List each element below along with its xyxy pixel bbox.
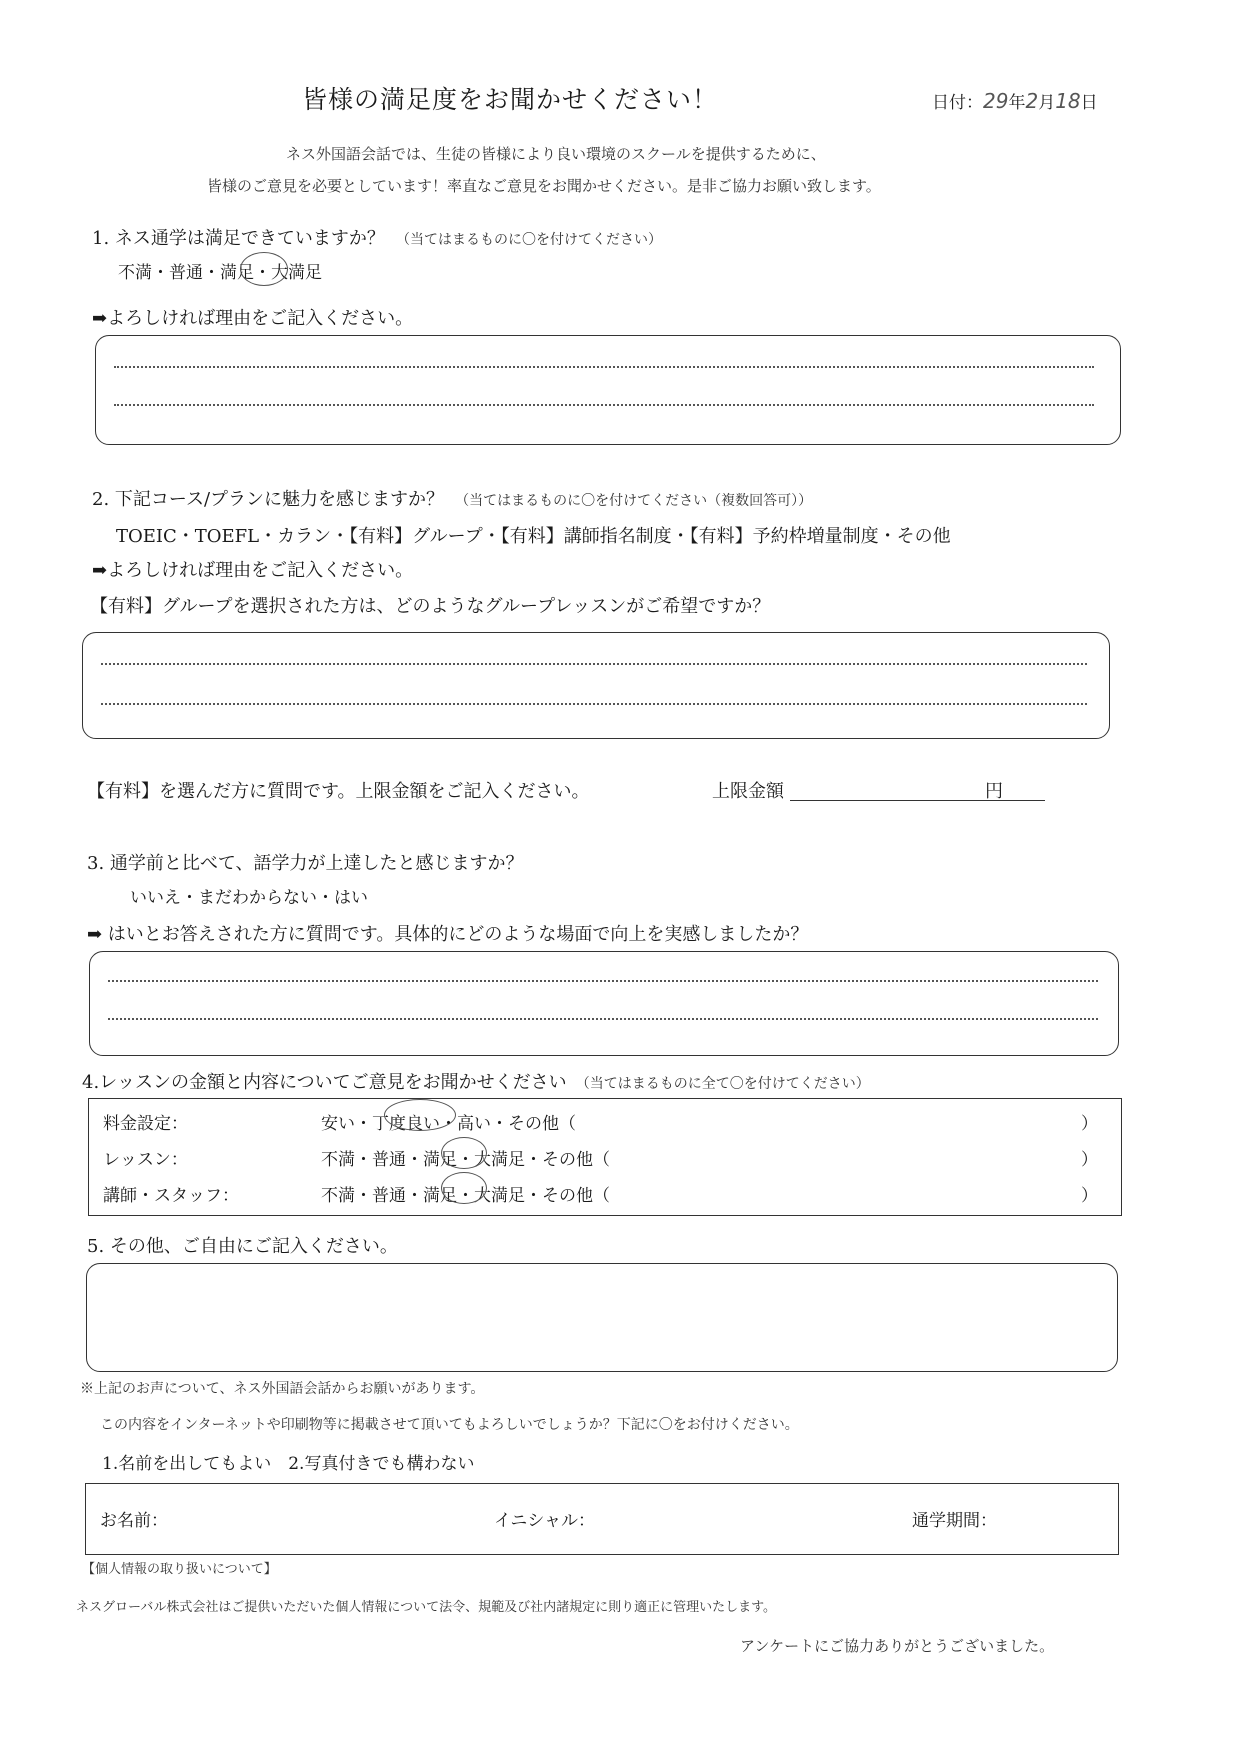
consent-line-2: この内容をインターネットや印刷物等に掲載させて頂いてもよろしいでしょうか？下記に〇をお付けください。 bbox=[100, 1417, 799, 1433]
q3-answer-line-1 bbox=[108, 980, 1098, 982]
q1-reason-line-1 bbox=[114, 366, 1094, 368]
q3-answer-line-2 bbox=[108, 1018, 1098, 1020]
thanks-text: アンケートにご協力ありがとうございました。 bbox=[740, 1637, 1055, 1655]
q2-group-line-1 bbox=[101, 663, 1087, 665]
date-month-handwritten: 2 bbox=[1025, 89, 1039, 113]
q4-row-lesson-close: ） bbox=[1081, 1150, 1098, 1170]
q1-reason-prompt: ➡よろしければ理由をご記入ください。 bbox=[92, 308, 414, 329]
date-field bbox=[932, 88, 1098, 113]
q4-row-price-label: 料金設定： bbox=[103, 1114, 188, 1134]
q3-options[interactable]: いいえ・まだわからない・はい bbox=[130, 888, 368, 908]
q2-title: 2. 下記コース/プランに魅力を感じますか？ bbox=[92, 489, 445, 510]
q1-selected-circle bbox=[240, 252, 288, 286]
date-year-handwritten: 29 bbox=[983, 89, 1009, 113]
q5-title: 5. その他、ご自由にご記入ください。 bbox=[87, 1236, 398, 1257]
q4-row-staff-label: 講師・スタッフ： bbox=[103, 1186, 239, 1206]
q4-row-staff-options[interactable]: 不満・普通・満足・大満足・その他（ bbox=[321, 1186, 610, 1206]
q2-yen-label: 円 bbox=[985, 781, 1003, 802]
q2-note: （当てはまるものに〇を付けてください（複数回答可）） bbox=[455, 493, 813, 509]
date-month-suffix: 月 bbox=[1038, 93, 1056, 113]
date-day-suffix: 日 bbox=[1080, 93, 1098, 113]
q1-note: （当てはまるものに〇を付けてください） bbox=[396, 232, 662, 248]
q5-free-box[interactable] bbox=[86, 1263, 1118, 1372]
q2-group-prompt: 【有料】グループを選択された方は、どのようなグループレッスンがご希望ですか？ bbox=[90, 596, 771, 617]
period-field-label[interactable]: 通学期間： bbox=[912, 1511, 997, 1531]
q1-options[interactable]: 不満・普通・満足・大満足 bbox=[118, 263, 322, 283]
info-box bbox=[85, 1483, 1119, 1555]
q4-row-lesson-label: レッスン： bbox=[103, 1150, 188, 1170]
privacy-text: ネスグローバル株式会社はご提供いただいた個人情報について法令、規範及び社内諸規定に則り適正に管理いたします。 bbox=[76, 1600, 777, 1615]
q4-staff-selected-circle bbox=[441, 1172, 487, 1204]
q1-reason-line-2 bbox=[114, 404, 1094, 406]
initial-field-label[interactable]: イニシャル： bbox=[494, 1511, 595, 1531]
q3-followup: ➡ はいとお答えされた方に質問です。具体的にどのような場面で向上を実感しましたか？ bbox=[87, 924, 809, 945]
q4-row-lesson-options[interactable]: 不満・普通・満足・大満足・その他（ bbox=[321, 1150, 610, 1170]
q4-table bbox=[88, 1098, 1122, 1216]
q4-price-selected-circle bbox=[384, 1099, 456, 1131]
q4-row-staff-close: ） bbox=[1081, 1186, 1098, 1206]
privacy-heading: 【個人情報の取り扱いについて】 bbox=[82, 1562, 277, 1577]
q3-answer-box[interactable] bbox=[89, 951, 1119, 1056]
q3-title: 3. 通学前と比べて、語学力が上達したと感じますか？ bbox=[87, 853, 524, 874]
q2-limit-label: 上限金額 bbox=[712, 781, 784, 802]
q2-paid-prompt: 【有料】を選んだ方に質問です。上限金額をご記入ください。 bbox=[87, 781, 590, 802]
consent-options[interactable]: 1.名前を出してもよい 2.写真付きでも構わない bbox=[102, 1454, 475, 1474]
q1-title: 1. ネス通学は満足できていますか？ bbox=[92, 228, 385, 249]
date-label: 日付： bbox=[932, 93, 983, 113]
q2-reason-prompt: ➡よろしければ理由をご記入ください。 bbox=[92, 560, 414, 581]
q4-question bbox=[82, 1068, 870, 1094]
q4-title: 4.レッスンの金額と内容についてご意見をお聞かせください bbox=[82, 1072, 567, 1093]
q2-question bbox=[92, 485, 812, 511]
q2-group-line-2 bbox=[101, 703, 1087, 705]
q1-question bbox=[92, 224, 662, 250]
q2-group-box[interactable] bbox=[82, 632, 1110, 739]
date-year-suffix: 年 bbox=[1008, 93, 1026, 113]
name-field-label[interactable]: お名前： bbox=[100, 1511, 168, 1531]
q4-lesson-selected-circle bbox=[441, 1137, 487, 1169]
q2-limit-input[interactable] bbox=[790, 800, 1045, 801]
consent-line-1: ※上記のお声について、ネス外国語会話からお願いがあります。 bbox=[80, 1381, 485, 1397]
intro-line-2: 皆様のご意見を必要としています！率直なご意見をお聞かせください。是非ご協力お願い致します。 bbox=[207, 177, 881, 195]
q2-options[interactable]: TOEIC・TOEFL・カラン・【有料】グループ・【有料】講師指名制度・【有料】予約枠増量制度・その他 bbox=[116, 526, 951, 547]
intro-line-1: ネス外国語会話では、生徒の皆様により良い環境のスクールを提供するために、 bbox=[286, 145, 826, 163]
q4-row-price-options[interactable]: 安い・丁度良い・高い・その他（ bbox=[321, 1114, 576, 1134]
q1-reason-box[interactable] bbox=[95, 335, 1121, 445]
q4-note: （当てはまるものに全て〇を付けてください） bbox=[575, 1076, 870, 1092]
date-day-handwritten: 18 bbox=[1055, 89, 1081, 113]
page-title: 皆様の満足度をお聞かせください！ bbox=[302, 85, 719, 114]
q4-row-price-close: ） bbox=[1081, 1114, 1098, 1134]
